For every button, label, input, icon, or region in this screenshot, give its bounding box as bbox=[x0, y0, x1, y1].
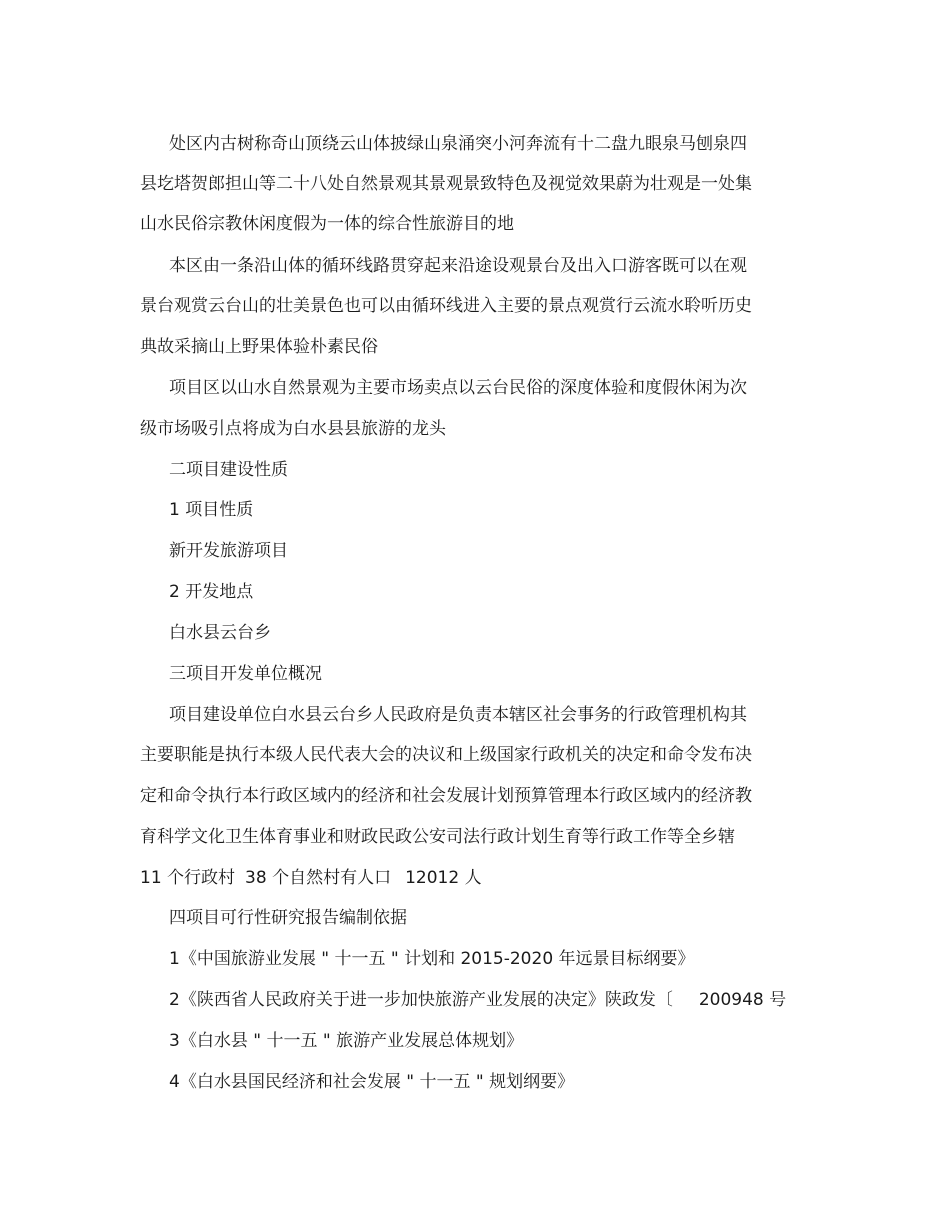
natural-village-count: 38 个自然村有人口 bbox=[245, 868, 392, 888]
paragraph-line: 本区由一条沿山体的循环线路贯穿起来沿途设观景台及出入口游客既可以在观 bbox=[169, 256, 747, 276]
paragraph-line: 主要职能是执行本级人民代表大会的决议和上级国家行政机关的决定和命令发布决 bbox=[140, 745, 752, 765]
paragraph-line: 典故采摘山上野果体验朴素民俗 bbox=[140, 337, 378, 357]
section-heading: 二项目建设性质 bbox=[169, 460, 288, 480]
paragraph-line: 山水民俗宗教休闲度假为一体的综合性旅游目的地 bbox=[140, 214, 514, 234]
paragraph-line: 项目建设单位白水县云台乡人民政府是负责本辖区社会事务的行政管理机构其 bbox=[169, 705, 747, 725]
section-heading: 三项目开发单位概况 bbox=[169, 664, 322, 684]
item-heading: 1 项目性质 bbox=[169, 500, 254, 520]
paragraph-line: 育科学文化卫生体育事业和财政民政公安司法行政计划生育等行政工作等全乡辖 bbox=[140, 827, 735, 847]
village-count: 11 个行政村 bbox=[140, 868, 236, 888]
reference-number: 200948 号 bbox=[698, 990, 787, 1010]
paragraph-line: 县圪塔贺郎担山等二十八处自然景观其景观景致特色及视觉效果蔚为壮观是一处集 bbox=[140, 174, 752, 194]
paragraph-line: 定和命令执行本行政区域内的经济和社会发展计划预算管理本行政区域内的经济教 bbox=[140, 786, 752, 806]
section-heading: 四项目可行性研究报告编制依据 bbox=[169, 908, 407, 928]
reference-title: 2《陕西省人民政府关于进一步加快旅游产业发展的决定》陕政发〔 bbox=[169, 990, 673, 1010]
paragraph-line: 项目区以山水自然景观为主要市场卖点以云台民俗的深度体验和度假休闲为次 bbox=[169, 378, 747, 398]
reference-item: 1《中国旅游业发展 " 十一五 " 计划和 2015-2020 年远景目标纲要》 bbox=[169, 949, 695, 969]
item-heading: 2 开发地点 bbox=[169, 582, 254, 602]
reference-item: 4《白水县国民经济和社会发展 " 十一五 " 规划纲要》 bbox=[169, 1072, 575, 1092]
reference-item bbox=[169, 989, 786, 1011]
paragraph-line: 级市场吸引点将成为白水县县旅游的龙头 bbox=[140, 419, 446, 439]
population-count: 12012 人 bbox=[405, 868, 482, 888]
paragraph-line: 处区内古树称奇山顶绕云山体披绿山泉涌突小河奔流有十二盘九眼泉马刨泉四 bbox=[169, 134, 747, 154]
item-text: 新开发旅游项目 bbox=[169, 541, 288, 561]
paragraph-line bbox=[140, 867, 482, 889]
item-text: 白水县云台乡 bbox=[169, 623, 271, 643]
paragraph-line: 景台观赏云台山的壮美景色也可以由循环线进入主要的景点观赏行云流水聆听历史 bbox=[140, 296, 752, 316]
reference-item: 3《白水县 " 十一五 " 旅游产业发展总体规划》 bbox=[169, 1031, 524, 1051]
